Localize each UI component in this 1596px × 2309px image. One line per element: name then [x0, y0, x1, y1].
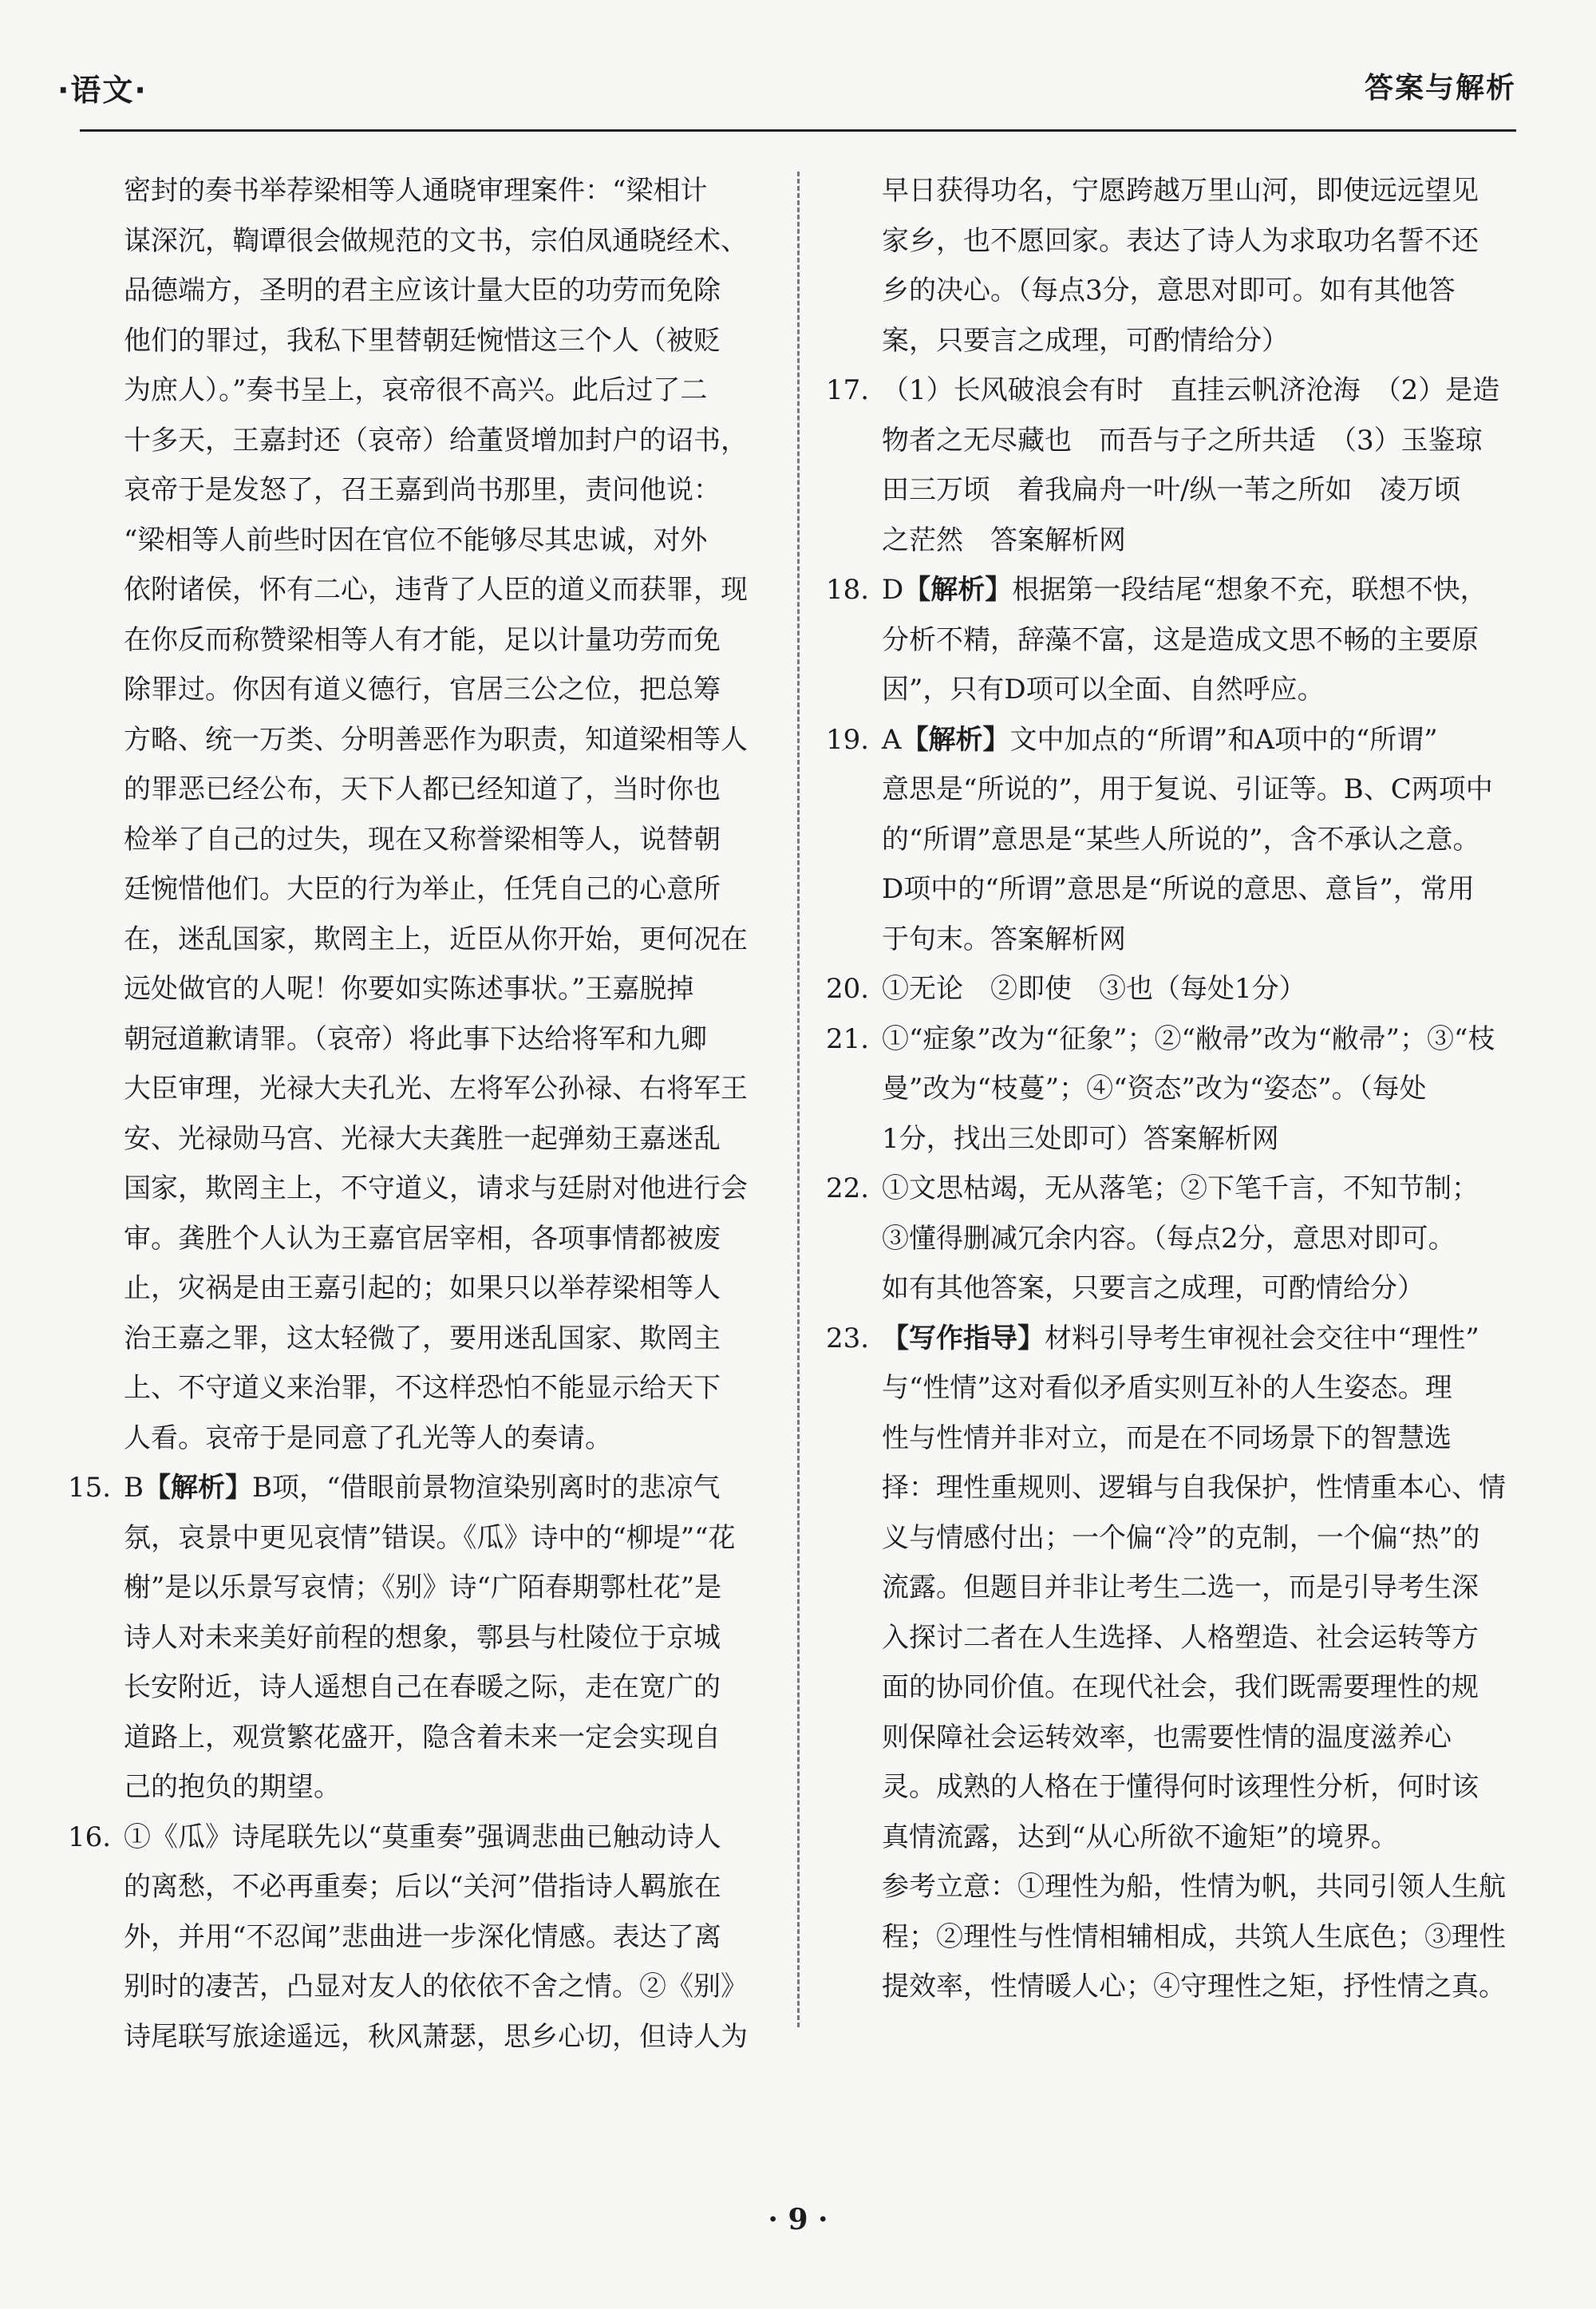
answer-line: 道路上，观赏繁花盛开，隐含着未来一定会实现自 [124, 1721, 721, 1753]
answer-line: 面的协同价值。在现代社会，我们既需要理性的规 [882, 1671, 1479, 1703]
translation-passage [68, 166, 774, 1463]
passage-line: “梁相等人前些时因在官位不能够尽其忠诚，对外 [124, 524, 708, 556]
answer-line: 则保障社会运转效率，也需要性情的温度滋养心 [882, 1721, 1452, 1753]
question-22 [826, 1164, 1528, 1314]
passage-line: 止，灾祸是由王嘉引起的；如果只以举荐梁相等人 [124, 1272, 721, 1304]
passage-line: 廷惋惜他们。大臣的行为举止，任凭自己的心意所 [124, 873, 721, 905]
question-number: 18. [826, 574, 870, 606]
answer-line: 案，只要言之成理，可酌情给分） [882, 324, 1289, 357]
left-column [68, 166, 774, 2062]
question-20-first-line [826, 964, 1528, 1014]
question-number: 22. [826, 1172, 870, 1204]
passage-line: 上、不守道义来治罪，不这样恐怕不能显示给天下 [124, 1372, 721, 1404]
question-23-first-line [826, 1314, 1528, 1364]
question-number: 23. [826, 1322, 870, 1354]
answer-line: 1分，找出三处即可）答案解析网 [882, 1122, 1279, 1155]
answer-line: ③懂得删减冗余内容。（每点2分，意思对即可。 [882, 1222, 1456, 1255]
answer-line: 义与情感付出；一个偏“冷”的克制，一个偏“热”的 [882, 1521, 1480, 1554]
answer-line: 田三万顷 着我扁舟一叶/纵一苇之所如 凌万顷 [882, 474, 1461, 506]
answer-line: 与“性情”这对看似矛盾实则互补的人生姿态。理 [882, 1372, 1452, 1404]
page-number: · 9 · [768, 2203, 828, 2236]
passage-line: 十多天，王嘉封还（哀帝）给董贤增加封户的诏书， [124, 424, 748, 457]
answer-choice: B [124, 1472, 144, 1504]
passage-line: 大臣审理，光禄大夫孔光、左将军公孙禄、右将军王 [124, 1073, 748, 1105]
question-18 [826, 565, 1528, 715]
header-divider [80, 129, 1516, 132]
answer-line: 之茫然 答案解析网 [882, 524, 1126, 556]
section-title: 答案与解析 [1364, 72, 1516, 105]
question-number: 16. [68, 1821, 112, 1853]
passage-line: 依附诸侯，怀有二心，违背了人臣的道义而获罪，现 [124, 574, 748, 606]
passage-line: 远处做官的人呢！你要如实陈述事状。”王嘉脱掉 [124, 973, 694, 1005]
answer-choice: A [882, 723, 902, 756]
passage-line: 治王嘉之罪，这太轻微了，要用迷乱国家、欺罔主 [124, 1322, 721, 1354]
answer-line: 氛，哀景中更见哀情”错误。《瓜》诗中的“柳堤”“花 [124, 1521, 736, 1554]
question-number: 15. [68, 1472, 112, 1504]
answer-line: D项中的“所谓”意思是“所说的意思、意旨”，常用 [882, 873, 1475, 905]
answer-line: 外，并用“不忍闻”悲曲进一步深化情感。表达了离 [124, 1920, 721, 1953]
question-number: 21. [826, 1022, 870, 1055]
answer-line: 意思是“所说的”，用于复说、引证等。B、C两项中 [882, 773, 1493, 805]
analysis-tag: 【解析】 [901, 723, 1010, 756]
question-19 [826, 715, 1528, 965]
question-15 [68, 1463, 774, 1813]
answer-line: 的离愁，不必再重奏；后以“关河”借指诗人羁旅在 [124, 1871, 721, 1903]
answer-text: ①《瓜》诗尾联先以“莫重奏”强调悲曲已触动诗人 [124, 1821, 721, 1853]
passage-line: 为庶人）。”奏书呈上，哀帝很不高兴。此后过了二 [124, 374, 708, 406]
analysis-tag: 【解析】 [144, 1472, 252, 1504]
answer-line: 真情流露，达到“从心所欲不逾矩”的境界。 [882, 1821, 1398, 1853]
passage-line: 安、光禄勋马宫、光禄大夫龚胜一起弹劾王嘉迷乱 [124, 1122, 721, 1155]
passage-line: 在，迷乱国家，欺罔主上，近臣从你开始，更何况在 [124, 923, 748, 955]
passage-line: 除罪过。你因有道义德行，官居三公之位，把总筹 [124, 674, 721, 706]
answer-line: 己的抱负的期望。 [124, 1771, 341, 1803]
question-number: 20. [826, 973, 870, 1005]
passage-line: 他们的罪过，我私下里替朝廷惋惜这三个人（被贬 [124, 324, 721, 357]
reference-theme-line: 提效率，性情暖人心；④守理性之矩，抒性情之真。 [882, 1971, 1506, 2003]
passage-line: 品德端方，圣明的君主应该计量大臣的功劳而免除 [124, 275, 721, 306]
answer-line: 诗人对未来美好前程的想象，鄠县与杜陵位于京城 [124, 1621, 721, 1654]
question-16-first-line [68, 1813, 774, 1863]
passage-line: 方略、统一万类、分明善恶作为职责，知道梁相等人 [124, 723, 748, 756]
answer-line: 于句末。答案解析网 [882, 923, 1126, 955]
passage-line: 谋深沉，鞫谭很会做规范的文书，宗伯凤通晓经术、 [124, 224, 748, 257]
passage-line: 密封的奏书举荐梁相等人通晓审理案件：“梁相计 [124, 175, 708, 207]
answer-line: 早日获得功名，宁愿跨越万里山河，即使远远望见 [882, 175, 1479, 207]
answer-choice: D [882, 574, 904, 606]
passage-line: 国家，欺罔主上，不守道义，请求与廷尉对他进行会 [124, 1172, 748, 1204]
answer-line: 入探讨二者在人生选择、人格塑造、社会运转等方 [882, 1621, 1479, 1654]
answer-line: 曼”改为“枝蔓”；④“资态”改为“姿态”。（每处 [882, 1073, 1427, 1105]
answer-line: 灵。成熟的人格在于懂得何时该理性分析，何时该 [882, 1771, 1479, 1803]
answer-line: 长安附近，诗人遥想自己在春暖之际，走在宽广的 [124, 1671, 721, 1703]
question-17 [826, 366, 1528, 565]
question-number: 19. [826, 723, 870, 756]
answer-text: ①“症象”改为“征象”；②“敝帚”改为“敝帚”；③“枝 [882, 1022, 1495, 1055]
passage-line: 人看。哀帝于是同意了孔光等人的奏请。 [124, 1421, 612, 1454]
reference-theme-line: 参考立意：①理性为船，性情为帆，共同引领人生航 [882, 1871, 1506, 1903]
question-22-first-line [826, 1164, 1528, 1214]
answer-line: 诗尾联写旅途遥远，秋风萧瑟，思乡心切，但诗人为 [124, 2020, 748, 2053]
analysis-tag: 【解析】 [903, 574, 1013, 606]
question-19-first-line [826, 715, 1528, 765]
answer-line: 分析不精，辞藻不富，这是造成文思不畅的主要原 [882, 623, 1479, 656]
analysis-text: B项，“借眼前景物渲染别离时的悲凉气 [252, 1472, 721, 1504]
answer-line: 如有其他答案，只要言之成理，可酌情给分） [882, 1272, 1424, 1304]
question-17-first-line [826, 366, 1528, 416]
right-column [826, 166, 1528, 2012]
question-23 [826, 1314, 1528, 2012]
answer-text: ①文思枯竭，无从落笔；②下笔千言，不知节制； [882, 1172, 1479, 1204]
question-20 [826, 964, 1528, 1014]
answer-line: 别时的凄苦，凸显对友人的依依不舍之情。②《别》 [124, 1971, 748, 2003]
answer-text: ①无论 ②即使 ③也（每处1分） [882, 973, 1306, 1005]
passage-line: 哀帝于是发怒了，召王嘉到尚书那里，责问他说： [124, 474, 721, 506]
reference-theme-line: 程；②理性与性情相辅相成，共筑人生底色；③理性 [882, 1920, 1506, 1953]
question-21-first-line [826, 1014, 1528, 1065]
question-21 [826, 1014, 1528, 1164]
passage-line: 检举了自己的过失，现在又称誉梁相等人，说替朝 [124, 823, 721, 856]
subject-label: ·语文· [57, 73, 148, 108]
analysis-text: 文中加点的“所谓”和A项中的“所谓” [1009, 723, 1438, 756]
question-15-first-line [68, 1463, 774, 1513]
writing-guide-tag: 【写作指导】 [882, 1322, 1045, 1354]
answer-line: 流露。但题目并非让考生二选一，而是引导考生深 [882, 1572, 1479, 1603]
answer-line: 因”，只有D项可以全面、自然呼应。 [882, 674, 1325, 706]
answer-line: 性与性情并非对立，而是在不同场景下的智慧选 [882, 1421, 1452, 1454]
passage-line: 的罪恶已经公布，天下人都已经知道了，当时你也 [124, 773, 721, 805]
answer-line: 家乡，也不愿回家。表达了诗人为求取功名誓不还 [882, 224, 1479, 257]
answer-line: 物者之无尽藏也 而吾与子之所共适 （3）玉鉴琼 [882, 424, 1483, 457]
question-number: 17. [826, 374, 870, 406]
answer-line: 择：理性重规则、逻辑与自我保护，性情重本心、情 [882, 1472, 1506, 1504]
passage-line: 审。龚胜个人认为王嘉官居宰相，各项事情都被废 [124, 1222, 721, 1255]
question-16-continued [826, 166, 1528, 366]
answer-line: 乡的决心。（每点3分，意思对即可。如有其他答 [882, 275, 1456, 306]
passage-line: 朝冠道歉请罪。（哀帝）将此事下达给将军和九卿 [124, 1022, 707, 1055]
question-16 [68, 1813, 774, 2062]
analysis-text: 根据第一段结尾“想象不充，联想不快， [1012, 574, 1487, 606]
question-18-first-line [826, 565, 1528, 615]
passage-line: 在你反而称赞梁相等人有才能，足以计量功劳而免 [124, 623, 721, 656]
answer-line: 榭”是以乐景写哀情；《别》诗“广陌春期鄠杜花”是 [124, 1572, 722, 1603]
answer-text: （1）长风破浪会有时 直挂云帆济沧海 （2）是造 [882, 374, 1500, 406]
column-divider [797, 172, 800, 2027]
guide-text: 材料引导考生审视社会交往中“理性” [1045, 1322, 1479, 1354]
answer-line: 的“所谓”意思是“某些人所说的”，含不承认之意。 [882, 823, 1480, 856]
